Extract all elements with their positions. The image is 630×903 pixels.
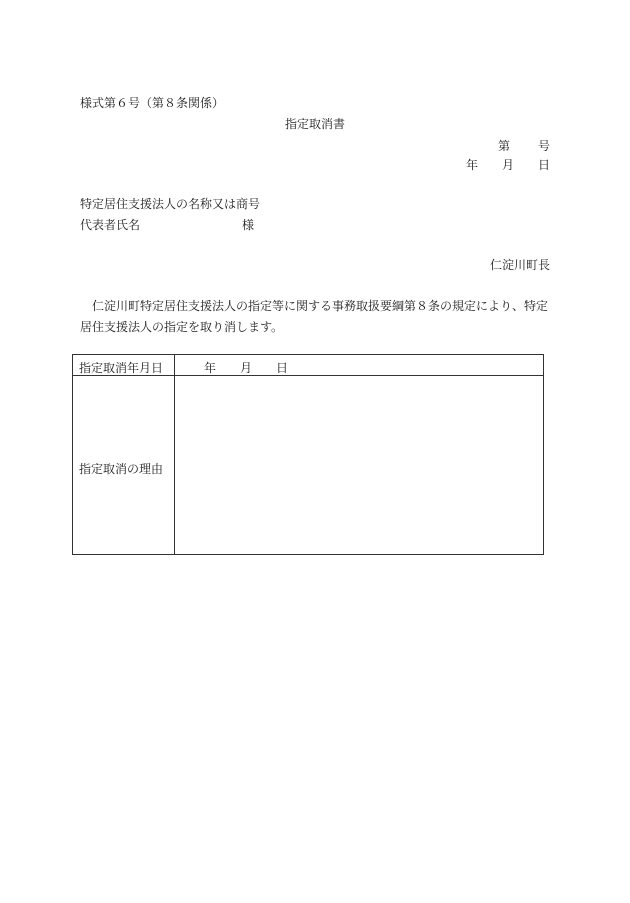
date-month: 月	[501, 158, 514, 172]
revocation-date-label: 指定取消年月日	[79, 361, 164, 375]
document-title: 指定取消書	[284, 117, 345, 131]
issue-date-line	[466, 159, 550, 171]
number-suffix: 号	[537, 139, 550, 153]
issuer-name: 仁淀川町長	[489, 258, 550, 272]
revocation-table	[72, 354, 544, 555]
revocation-reason-value	[181, 381, 537, 548]
body-paragraph: 仁淀川町特定居住支援法人の指定等に関する事務取扱要綱第８条の規定により、特定居住支援法人の指定を取り消します。	[80, 299, 549, 334]
recipient-corporation-name-label: 特定居住支援法人の名称又は商号	[80, 197, 261, 211]
revocation-date-value: 年 月 日	[204, 361, 289, 375]
table-column-divider	[174, 355, 175, 554]
date-year: 年	[465, 158, 478, 172]
document-number-line	[498, 140, 550, 152]
revocation-reason-label: 指定取消の理由	[79, 462, 164, 476]
form-number: 様式第６号（第８条関係）	[80, 96, 225, 110]
number-prefix: 第	[497, 139, 510, 153]
date-day: 日	[537, 158, 550, 172]
recipient-honorific: 様	[242, 218, 255, 232]
recipient-representative-label: 代表者氏名	[80, 218, 141, 232]
